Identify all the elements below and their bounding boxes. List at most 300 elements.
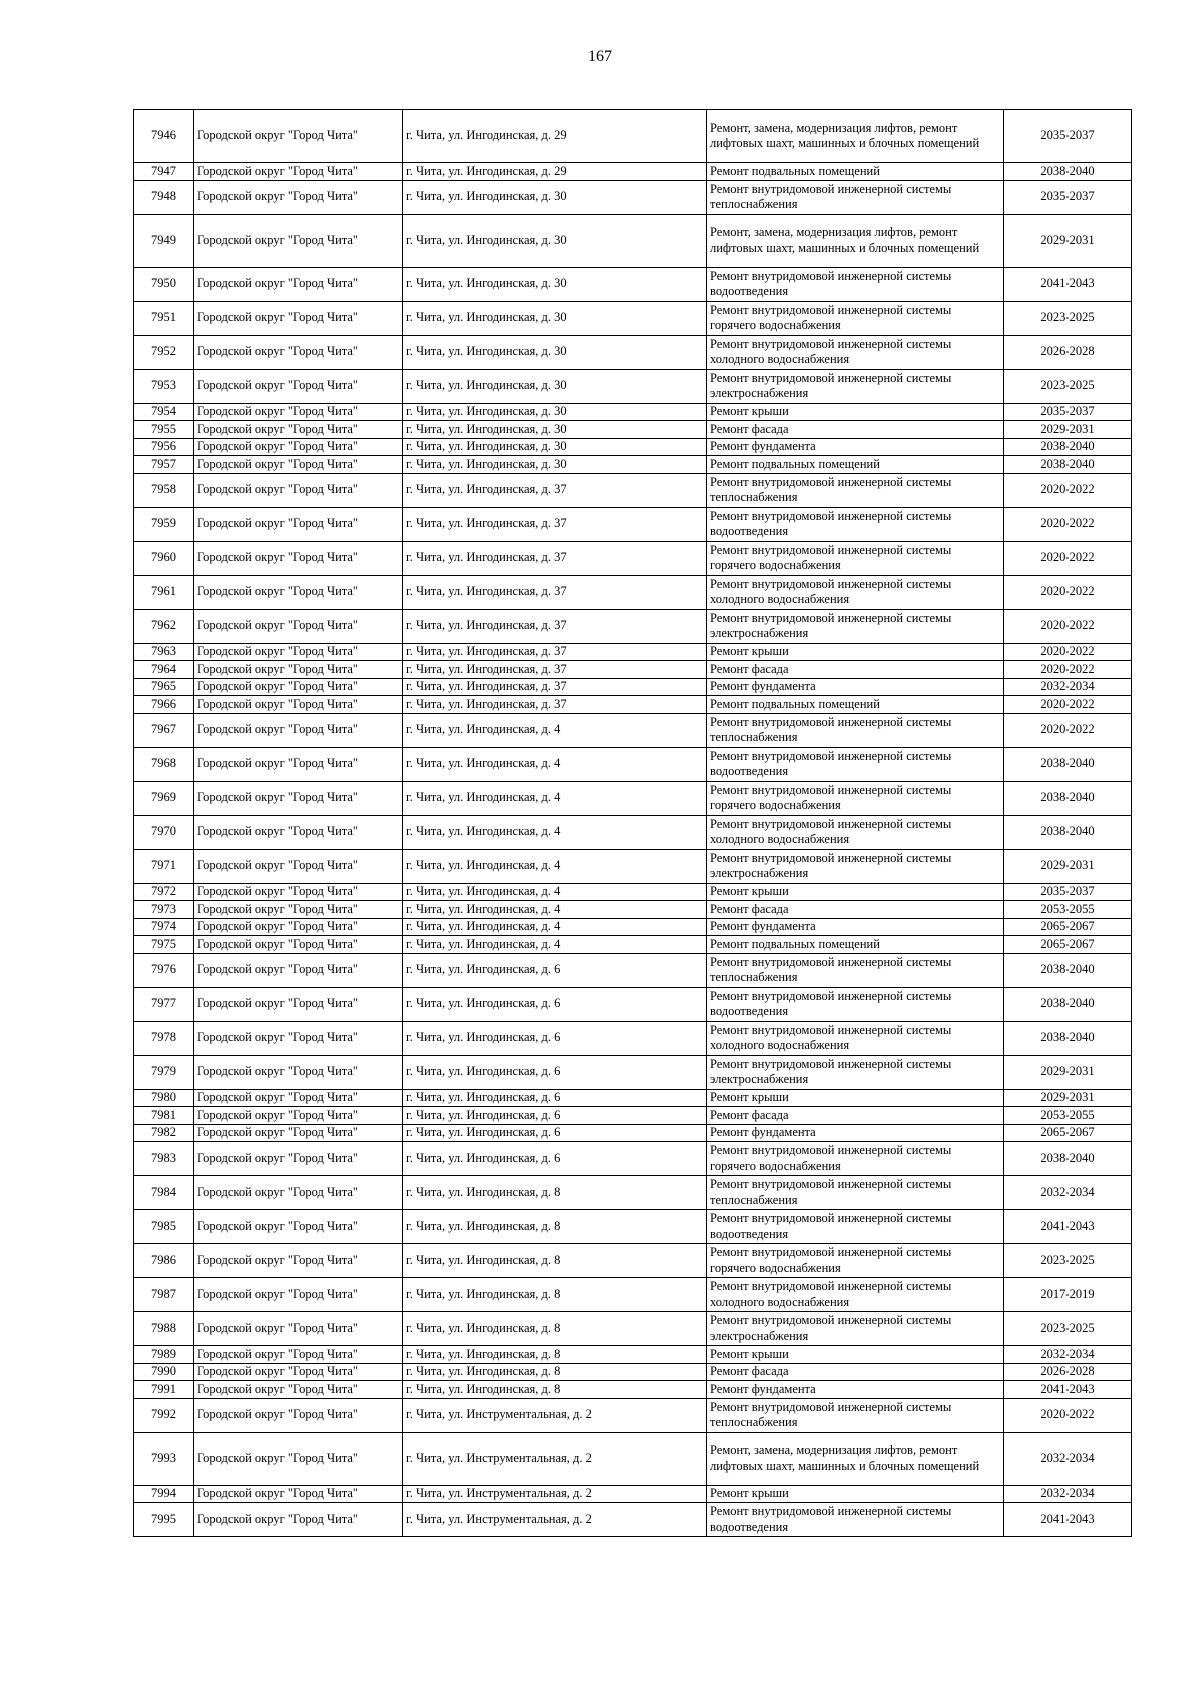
row-number: 7977 (134, 987, 194, 1021)
planned-period: 2041-2043 (1004, 1503, 1132, 1537)
table-row (134, 163, 1132, 181)
row-number: 7952 (134, 335, 194, 369)
municipality: Городской округ "Город Чита" (194, 267, 403, 301)
municipality: Городской округ "Город Чита" (194, 1398, 403, 1432)
row-number: 7947 (134, 163, 194, 181)
address: г. Чита, ул. Ингодинская, д. 6 (403, 1089, 707, 1107)
table-row (134, 1278, 1132, 1312)
planned-period: 2035-2037 (1004, 110, 1132, 163)
work-type: Ремонт внутридомовой инженерной системы горячего водоснабжения (707, 1142, 1004, 1176)
address: г. Чита, ул. Ингодинская, д. 37 (403, 473, 707, 507)
address: г. Чита, ул. Ингодинская, д. 30 (403, 369, 707, 403)
planned-period: 2065-2067 (1004, 1124, 1132, 1142)
planned-period: 2035-2037 (1004, 180, 1132, 214)
row-number: 7971 (134, 849, 194, 883)
row-number: 7958 (134, 473, 194, 507)
address: г. Чита, ул. Инструментальная, д. 2 (403, 1432, 707, 1485)
table-row (134, 781, 1132, 815)
planned-period: 2029-2031 (1004, 421, 1132, 439)
table-row (134, 1124, 1132, 1142)
row-number: 7961 (134, 575, 194, 609)
municipality: Городской округ "Город Чита" (194, 987, 403, 1021)
table-row (134, 1089, 1132, 1107)
address: г. Чита, ул. Ингодинская, д. 8 (403, 1244, 707, 1278)
address: г. Чита, ул. Ингодинская, д. 4 (403, 713, 707, 747)
work-type: Ремонт внутридомовой инженерной системы теплоснабжения (707, 180, 1004, 214)
row-number: 7954 (134, 403, 194, 421)
address: г. Чита, ул. Ингодинская, д. 30 (403, 214, 707, 267)
row-number: 7978 (134, 1021, 194, 1055)
planned-period: 2038-2040 (1004, 953, 1132, 987)
row-number: 7948 (134, 180, 194, 214)
row-number: 7984 (134, 1176, 194, 1210)
address: г. Чита, ул. Ингодинская, д. 4 (403, 901, 707, 919)
address: г. Чита, ул. Ингодинская, д. 4 (403, 918, 707, 936)
table-row (134, 936, 1132, 954)
table-row (134, 1021, 1132, 1055)
planned-period: 2023-2025 (1004, 1312, 1132, 1346)
work-type: Ремонт внутридомовой инженерной системы теплоснабжения (707, 1398, 1004, 1432)
municipality: Городской округ "Город Чита" (194, 473, 403, 507)
address: г. Чита, ул. Ингодинская, д. 6 (403, 1142, 707, 1176)
planned-period: 2029-2031 (1004, 849, 1132, 883)
row-number: 7983 (134, 1142, 194, 1176)
row-number: 7964 (134, 661, 194, 679)
planned-period: 2026-2028 (1004, 335, 1132, 369)
municipality: Городской округ "Город Чита" (194, 1210, 403, 1244)
planned-period: 2032-2034 (1004, 1432, 1132, 1485)
municipality: Городской округ "Город Чита" (194, 747, 403, 781)
municipality: Городской округ "Город Чита" (194, 438, 403, 456)
address: г. Чита, ул. Ингодинская, д. 37 (403, 541, 707, 575)
planned-period: 2020-2022 (1004, 1398, 1132, 1432)
planned-period: 2041-2043 (1004, 1210, 1132, 1244)
work-type: Ремонт крыши (707, 1346, 1004, 1364)
planned-period: 2023-2025 (1004, 1244, 1132, 1278)
address: г. Чита, ул. Ингодинская, д. 37 (403, 643, 707, 661)
address: г. Чита, ул. Ингодинская, д. 8 (403, 1381, 707, 1399)
planned-period: 2029-2031 (1004, 1089, 1132, 1107)
work-type: Ремонт внутридомовой инженерной системы холодного водоснабжения (707, 815, 1004, 849)
work-type: Ремонт внутридомовой инженерной системы теплоснабжения (707, 713, 1004, 747)
address: г. Чита, ул. Инструментальная, д. 2 (403, 1503, 707, 1537)
work-type: Ремонт фундамента (707, 1381, 1004, 1399)
planned-period: 2020-2022 (1004, 661, 1132, 679)
municipality: Городской округ "Город Чита" (194, 901, 403, 919)
work-type: Ремонт внутридомовой инженерной системы водоотведения (707, 1503, 1004, 1537)
municipality: Городской округ "Город Чита" (194, 661, 403, 679)
table-row (134, 1398, 1132, 1432)
planned-period: 2020-2022 (1004, 643, 1132, 661)
table-row (134, 214, 1132, 267)
work-type: Ремонт, замена, модернизация лифтов, ремонт лифтовых шахт, машинных и блочных помещений (707, 1432, 1004, 1485)
municipality: Городской округ "Город Чита" (194, 1107, 403, 1125)
planned-period: 2032-2034 (1004, 1485, 1132, 1503)
work-type: Ремонт внутридомовой инженерной системы водоотведения (707, 987, 1004, 1021)
planned-period: 2038-2040 (1004, 815, 1132, 849)
row-number: 7957 (134, 456, 194, 474)
address: г. Чита, ул. Ингодинская, д. 4 (403, 883, 707, 901)
table-row (134, 1381, 1132, 1399)
work-type: Ремонт фасада (707, 1107, 1004, 1125)
table-row (134, 335, 1132, 369)
planned-period: 2029-2031 (1004, 1055, 1132, 1089)
row-number: 7946 (134, 110, 194, 163)
address: г. Чита, ул. Ингодинская, д. 37 (403, 609, 707, 643)
municipality: Городской округ "Город Чита" (194, 1244, 403, 1278)
work-type: Ремонт крыши (707, 1485, 1004, 1503)
planned-period: 2020-2022 (1004, 609, 1132, 643)
table-row (134, 456, 1132, 474)
work-type: Ремонт внутридомовой инженерной системы водоотведения (707, 507, 1004, 541)
table-row (134, 1432, 1132, 1485)
work-type: Ремонт внутридомовой инженерной системы холодного водоснабжения (707, 1021, 1004, 1055)
row-number: 7972 (134, 883, 194, 901)
table-row (134, 815, 1132, 849)
row-number: 7970 (134, 815, 194, 849)
address: г. Чита, ул. Ингодинская, д. 4 (403, 781, 707, 815)
planned-period: 2038-2040 (1004, 438, 1132, 456)
row-number: 7949 (134, 214, 194, 267)
table-row (134, 901, 1132, 919)
work-type: Ремонт подвальных помещений (707, 456, 1004, 474)
work-type: Ремонт подвальных помещений (707, 696, 1004, 714)
planned-period: 2032-2034 (1004, 678, 1132, 696)
row-number: 7951 (134, 301, 194, 335)
row-number: 7980 (134, 1089, 194, 1107)
planned-period: 2038-2040 (1004, 1142, 1132, 1176)
row-number: 7963 (134, 643, 194, 661)
municipality: Городской округ "Город Чита" (194, 369, 403, 403)
row-number: 7960 (134, 541, 194, 575)
table-row (134, 1503, 1132, 1537)
row-number: 7991 (134, 1381, 194, 1399)
work-type: Ремонт внутридомовой инженерной системы горячего водоснабжения (707, 541, 1004, 575)
table-row (134, 849, 1132, 883)
municipality: Городской округ "Город Чита" (194, 781, 403, 815)
work-type: Ремонт внутридомовой инженерной системы теплоснабжения (707, 953, 1004, 987)
table-row (134, 747, 1132, 781)
table-row (134, 1312, 1132, 1346)
planned-period: 2038-2040 (1004, 1021, 1132, 1055)
table-row (134, 1363, 1132, 1381)
work-type: Ремонт фундамента (707, 1124, 1004, 1142)
table-row (134, 713, 1132, 747)
planned-period: 2038-2040 (1004, 781, 1132, 815)
municipality: Городской округ "Город Чита" (194, 1142, 403, 1176)
work-type: Ремонт внутридомовой инженерной системы водоотведения (707, 1210, 1004, 1244)
municipality: Городской округ "Город Чита" (194, 1381, 403, 1399)
address: г. Чита, ул. Ингодинская, д. 4 (403, 936, 707, 954)
work-type: Ремонт внутридомовой инженерной системы холодного водоснабжения (707, 335, 1004, 369)
address: г. Чита, ул. Ингодинская, д. 30 (403, 267, 707, 301)
address: г. Чита, ул. Ингодинская, д. 6 (403, 953, 707, 987)
municipality: Городской округ "Город Чита" (194, 110, 403, 163)
row-number: 7988 (134, 1312, 194, 1346)
municipality: Городской округ "Город Чита" (194, 1278, 403, 1312)
table-row (134, 918, 1132, 936)
row-number: 7994 (134, 1485, 194, 1503)
address: г. Чита, ул. Инструментальная, д. 2 (403, 1485, 707, 1503)
address: г. Чита, ул. Ингодинская, д. 8 (403, 1346, 707, 1364)
municipality: Городской округ "Город Чита" (194, 301, 403, 335)
address: г. Чита, ул. Ингодинская, д. 37 (403, 678, 707, 696)
row-number: 7968 (134, 747, 194, 781)
work-type: Ремонт внутридомовой инженерной системы горячего водоснабжения (707, 781, 1004, 815)
municipality: Городской округ "Город Чита" (194, 1312, 403, 1346)
row-number: 7992 (134, 1398, 194, 1432)
table-row (134, 609, 1132, 643)
planned-period: 2017-2019 (1004, 1278, 1132, 1312)
work-type: Ремонт внутридомовой инженерной системы водоотведения (707, 267, 1004, 301)
work-type: Ремонт внутридомовой инженерной системы теплоснабжения (707, 1176, 1004, 1210)
table-row (134, 301, 1132, 335)
planned-period: 2038-2040 (1004, 987, 1132, 1021)
planned-period: 2041-2043 (1004, 267, 1132, 301)
municipality: Городской округ "Город Чита" (194, 180, 403, 214)
planned-period: 2065-2067 (1004, 918, 1132, 936)
address: г. Чита, ул. Ингодинская, д. 37 (403, 507, 707, 541)
row-number: 7965 (134, 678, 194, 696)
table-row (134, 1346, 1132, 1364)
municipality: Городской округ "Город Чита" (194, 1055, 403, 1089)
table-row (134, 1176, 1132, 1210)
work-type: Ремонт подвальных помещений (707, 936, 1004, 954)
work-type: Ремонт внутридомовой инженерной системы электроснабжения (707, 609, 1004, 643)
planned-period: 2053-2055 (1004, 901, 1132, 919)
table-row (134, 180, 1132, 214)
table-row (134, 473, 1132, 507)
address: г. Чита, ул. Ингодинская, д. 8 (403, 1363, 707, 1381)
work-type: Ремонт подвальных помещений (707, 163, 1004, 181)
row-number: 7967 (134, 713, 194, 747)
address: г. Чита, ул. Ингодинская, д. 4 (403, 747, 707, 781)
address: г. Чита, ул. Ингодинская, д. 8 (403, 1210, 707, 1244)
municipality: Городской округ "Город Чита" (194, 678, 403, 696)
address: г. Чита, ул. Ингодинская, д. 6 (403, 1055, 707, 1089)
municipality: Городской округ "Город Чита" (194, 1485, 403, 1503)
row-number: 7955 (134, 421, 194, 439)
municipality: Городской округ "Город Чита" (194, 1176, 403, 1210)
address: г. Чита, ул. Ингодинская, д. 37 (403, 575, 707, 609)
municipality: Городской округ "Город Чита" (194, 696, 403, 714)
planned-period: 2023-2025 (1004, 301, 1132, 335)
address: г. Чита, ул. Ингодинская, д. 30 (403, 403, 707, 421)
work-type: Ремонт внутридомовой инженерной системы холодного водоснабжения (707, 575, 1004, 609)
table-row (134, 1485, 1132, 1503)
work-type: Ремонт крыши (707, 883, 1004, 901)
municipality: Городской округ "Город Чита" (194, 456, 403, 474)
table-row (134, 541, 1132, 575)
work-type: Ремонт внутридомовой инженерной системы горячего водоснабжения (707, 301, 1004, 335)
table-body (134, 110, 1132, 1537)
work-type: Ремонт крыши (707, 643, 1004, 661)
row-number: 7989 (134, 1346, 194, 1364)
municipality: Городской округ "Город Чита" (194, 883, 403, 901)
table-row (134, 953, 1132, 987)
planned-period: 2023-2025 (1004, 369, 1132, 403)
municipality: Городской округ "Город Чита" (194, 918, 403, 936)
municipality: Городской округ "Город Чита" (194, 1432, 403, 1485)
address: г. Чита, ул. Ингодинская, д. 6 (403, 1021, 707, 1055)
table-row (134, 696, 1132, 714)
table-row (134, 883, 1132, 901)
planned-period: 2020-2022 (1004, 696, 1132, 714)
row-number: 7982 (134, 1124, 194, 1142)
work-type: Ремонт внутридомовой инженерной системы водоотведения (707, 747, 1004, 781)
work-type: Ремонт внутридомовой инженерной системы горячего водоснабжения (707, 1244, 1004, 1278)
row-number: 7981 (134, 1107, 194, 1125)
row-number: 7985 (134, 1210, 194, 1244)
table-row (134, 507, 1132, 541)
table-row (134, 403, 1132, 421)
row-number: 7959 (134, 507, 194, 541)
municipality: Городской округ "Город Чита" (194, 1124, 403, 1142)
address: г. Чита, ул. Ингодинская, д. 37 (403, 661, 707, 679)
work-type: Ремонт фасада (707, 1363, 1004, 1381)
planned-period: 2026-2028 (1004, 1363, 1132, 1381)
row-number: 7950 (134, 267, 194, 301)
table-row (134, 1244, 1132, 1278)
municipality: Городской округ "Город Чита" (194, 403, 403, 421)
municipality: Городской округ "Город Чита" (194, 849, 403, 883)
planned-period: 2032-2034 (1004, 1176, 1132, 1210)
work-type: Ремонт фасада (707, 901, 1004, 919)
table-row (134, 987, 1132, 1021)
address: г. Чита, ул. Инструментальная, д. 2 (403, 1398, 707, 1432)
planned-period: 2020-2022 (1004, 575, 1132, 609)
planned-period: 2020-2022 (1004, 473, 1132, 507)
work-type: Ремонт внутридомовой инженерной системы холодного водоснабжения (707, 1278, 1004, 1312)
planned-period: 2065-2067 (1004, 936, 1132, 954)
row-number: 7962 (134, 609, 194, 643)
work-type: Ремонт фундамента (707, 438, 1004, 456)
work-type: Ремонт фасада (707, 421, 1004, 439)
row-number: 7995 (134, 1503, 194, 1537)
address: г. Чита, ул. Ингодинская, д. 29 (403, 163, 707, 181)
row-number: 7993 (134, 1432, 194, 1485)
address: г. Чита, ул. Ингодинская, д. 30 (403, 421, 707, 439)
planned-period: 2029-2031 (1004, 214, 1132, 267)
planned-period: 2020-2022 (1004, 713, 1132, 747)
table-row (134, 575, 1132, 609)
address: г. Чита, ул. Ингодинская, д. 30 (403, 335, 707, 369)
row-number: 7987 (134, 1278, 194, 1312)
planned-period: 2041-2043 (1004, 1381, 1132, 1399)
municipality: Городской округ "Город Чита" (194, 1503, 403, 1537)
municipality: Городской округ "Город Чита" (194, 335, 403, 369)
municipality: Городской округ "Город Чита" (194, 953, 403, 987)
municipality: Городской округ "Город Чита" (194, 1363, 403, 1381)
table-row (134, 1107, 1132, 1125)
table-row (134, 661, 1132, 679)
work-type: Ремонт фасада (707, 661, 1004, 679)
address: г. Чита, ул. Ингодинская, д. 6 (403, 1124, 707, 1142)
row-number: 7979 (134, 1055, 194, 1089)
table-row (134, 438, 1132, 456)
planned-period: 2020-2022 (1004, 541, 1132, 575)
municipality: Городской округ "Город Чита" (194, 713, 403, 747)
municipality: Городской округ "Город Чита" (194, 1021, 403, 1055)
planned-period: 2038-2040 (1004, 747, 1132, 781)
row-number: 7990 (134, 1363, 194, 1381)
address: г. Чита, ул. Ингодинская, д. 8 (403, 1312, 707, 1346)
work-type: Ремонт крыши (707, 1089, 1004, 1107)
address: г. Чита, ул. Ингодинская, д. 30 (403, 301, 707, 335)
municipality: Городской округ "Город Чита" (194, 609, 403, 643)
address: г. Чита, ул. Ингодинская, д. 30 (403, 456, 707, 474)
work-type: Ремонт, замена, модернизация лифтов, ремонт лифтовых шахт, машинных и блочных помещений (707, 110, 1004, 163)
planned-period: 2020-2022 (1004, 507, 1132, 541)
municipality: Городской округ "Город Чита" (194, 936, 403, 954)
work-type: Ремонт фундамента (707, 918, 1004, 936)
municipality: Городской округ "Город Чита" (194, 1089, 403, 1107)
planned-period: 2038-2040 (1004, 456, 1132, 474)
table-row (134, 110, 1132, 163)
address: г. Чита, ул. Ингодинская, д. 8 (403, 1176, 707, 1210)
work-type: Ремонт внутридомовой инженерной системы электроснабжения (707, 1055, 1004, 1089)
row-number: 7975 (134, 936, 194, 954)
municipality: Городской округ "Город Чита" (194, 507, 403, 541)
planned-period: 2035-2037 (1004, 883, 1132, 901)
address: г. Чита, ул. Ингодинская, д. 6 (403, 987, 707, 1021)
table-row (134, 1055, 1132, 1089)
row-number: 7973 (134, 901, 194, 919)
work-type: Ремонт внутридомовой инженерной системы электроснабжения (707, 1312, 1004, 1346)
row-number: 7986 (134, 1244, 194, 1278)
work-type: Ремонт внутридомовой инженерной системы электроснабжения (707, 369, 1004, 403)
table-row (134, 1210, 1132, 1244)
municipality: Городской округ "Город Чита" (194, 214, 403, 267)
municipality: Городской округ "Город Чита" (194, 575, 403, 609)
table-row (134, 678, 1132, 696)
address: г. Чита, ул. Ингодинская, д. 4 (403, 815, 707, 849)
row-number: 7956 (134, 438, 194, 456)
work-type: Ремонт, замена, модернизация лифтов, ремонт лифтовых шахт, машинных и блочных помещений (707, 214, 1004, 267)
address: г. Чита, ул. Ингодинская, д. 6 (403, 1107, 707, 1125)
capital-repair-table (133, 109, 1132, 1537)
work-type: Ремонт фундамента (707, 678, 1004, 696)
planned-period: 2038-2040 (1004, 163, 1132, 181)
row-number: 7969 (134, 781, 194, 815)
table-row (134, 643, 1132, 661)
page-number: 167 (588, 48, 612, 65)
municipality: Городской округ "Город Чита" (194, 1346, 403, 1364)
work-type: Ремонт внутридомовой инженерной системы теплоснабжения (707, 473, 1004, 507)
row-number: 7976 (134, 953, 194, 987)
table-row (134, 1142, 1132, 1176)
municipality: Городской округ "Город Чита" (194, 815, 403, 849)
municipality: Городской округ "Город Чита" (194, 163, 403, 181)
address: г. Чита, ул. Ингодинская, д. 4 (403, 849, 707, 883)
municipality: Городской округ "Город Чита" (194, 643, 403, 661)
planned-period: 2053-2055 (1004, 1107, 1132, 1125)
row-number: 7974 (134, 918, 194, 936)
table-row (134, 421, 1132, 439)
address: г. Чита, ул. Ингодинская, д. 30 (403, 180, 707, 214)
work-type: Ремонт внутридомовой инженерной системы электроснабжения (707, 849, 1004, 883)
address: г. Чита, ул. Ингодинская, д. 37 (403, 696, 707, 714)
work-type: Ремонт крыши (707, 403, 1004, 421)
row-number: 7966 (134, 696, 194, 714)
table-row (134, 267, 1132, 301)
planned-period: 2032-2034 (1004, 1346, 1132, 1364)
address: г. Чита, ул. Ингодинская, д. 8 (403, 1278, 707, 1312)
municipality: Городской округ "Город Чита" (194, 541, 403, 575)
table-row (134, 369, 1132, 403)
municipality: Городской округ "Город Чита" (194, 421, 403, 439)
address: г. Чита, ул. Ингодинская, д. 30 (403, 438, 707, 456)
